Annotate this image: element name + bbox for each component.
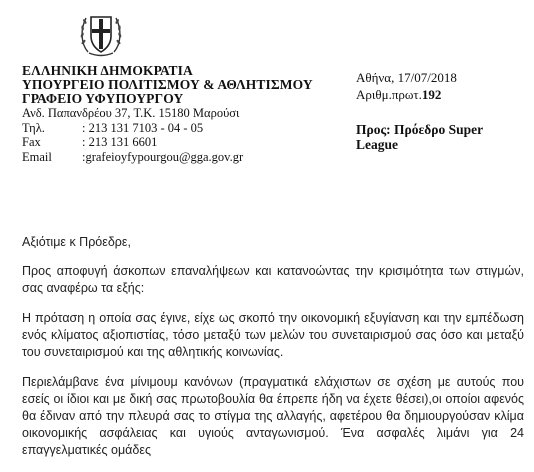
paragraph-3: Περιελάμβανε ένα μίνιμουμ κανόνων (πραγματικά ελάχιστων σε σχέση με αυτούς που εσείς οι ίδιοι και με δική σας πρωτοβουλία θα έπρεπε ήδη να έχετε θέσει),οι οποίοι αφενός θα έδιναν από την πλευρά σας το στίγμα της αλλαγής, αφετέρου θα δημιουργούσαν κλίμα οικονομικής ασφάλειας και υγιούς ανταγωνισμού. Ένα ασφαλές λιμάνι για 24 επαγγελματικές ομάδες bbox=[22, 375, 524, 457]
salutation: Αξιότιμε κ Πρόεδρε, bbox=[22, 235, 131, 249]
fax-label: Fax bbox=[22, 135, 41, 149]
recipient: Προς: Πρόεδρο Super League bbox=[356, 122, 483, 152]
fax-value: : 213 131 6601 bbox=[82, 135, 158, 149]
paragraph-1: Προς αποφυγή άσκοπων επαναλήψεων και κατανοώντας την κρισιμότητα των στιγμών, σας αναφέρω τα εξής: bbox=[22, 264, 524, 295]
paragraph-2: Η πρόταση η οποία σας έγινε, είχε ως σκοπό την οικονομική εξυγίανση και την εμπέδωση ενός κλίματος αξιοπιστίας, τόσο μεταξύ των μελών του συνεταιρισμού σας όσο και μεταξύ του συνεταιρισμού και της αθλητικής κοινωνίας. bbox=[22, 311, 524, 359]
address: Ανδ. Παπανδρέου 37, Τ.Κ. 15180 Μαρούσι bbox=[22, 106, 240, 120]
phone-value: : 213 131 7103 - 04 - 05 bbox=[82, 120, 204, 135]
letter-body bbox=[22, 234, 524, 472]
phone-row bbox=[22, 121, 313, 136]
email-row bbox=[22, 150, 313, 165]
letterhead bbox=[22, 64, 313, 164]
office-name: ΓΡΑΦΕΙΟ ΥΦΥΠΟΥΡΓΟΥ bbox=[22, 91, 184, 106]
republic-name: ΕΛΛΗΝΙΚΗ ΔΗΜΟΚΡΑΤΙΑ bbox=[22, 63, 193, 78]
ministry-name: ΥΠΟΥΡΓΕΙΟ ΠΟΛΙΤΙΣΜΟΥ & ΑΘΛΗΤΙΣΜΟΥ bbox=[22, 77, 313, 92]
email-label: Email bbox=[22, 149, 52, 164]
email-value: :grafeioyfypourgou@gga.gov.gr bbox=[82, 149, 244, 164]
protocol-number: 192 bbox=[421, 87, 442, 102]
coat-of-arms-emblem bbox=[78, 8, 124, 58]
place-date: Αθήνα, 17/07/2018 bbox=[356, 70, 457, 85]
letter-meta bbox=[356, 70, 526, 152]
fax-row bbox=[22, 135, 313, 150]
phone-label: Τηλ. bbox=[22, 120, 45, 135]
protocol-line bbox=[356, 87, 526, 102]
protocol-label: Αριθμ.πρωτ. bbox=[356, 87, 422, 102]
